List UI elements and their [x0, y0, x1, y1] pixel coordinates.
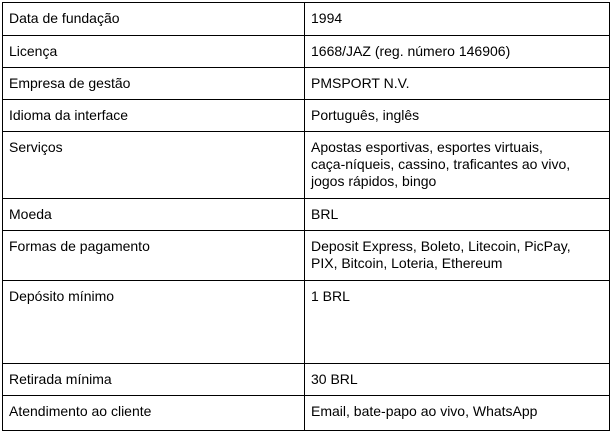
row-label: Empresa de gestão: [3, 68, 305, 100]
table-row: [3, 281, 610, 364]
row-label: Depósito mínimo: [3, 281, 305, 364]
row-value: 1668/JAZ (reg. número 146906): [305, 36, 610, 68]
table-row: [3, 364, 610, 396]
row-value: 1 BRL: [305, 281, 610, 364]
row-value: Email, bate-papo ao vivo, WhatsApp: [305, 396, 610, 431]
row-label: Moeda: [3, 199, 305, 231]
row-value: BRL: [305, 199, 610, 231]
row-label: Serviços: [3, 132, 305, 199]
row-value: Deposit Express, Boleto, Litecoin, PicPay, PIX, Bitcoin, Loteria, Ethereum: [305, 231, 610, 281]
table-row: [3, 100, 610, 132]
table-row: [3, 3, 610, 36]
row-label: Data de fundação: [3, 3, 305, 36]
table-row: [3, 231, 610, 281]
table-row: [3, 68, 610, 100]
row-value: Apostas esportivas, esportes virtuais, caça-níqueis, cassino, traficantes ao vivo, jogos rápidos, bingo: [305, 132, 610, 199]
info-table: [2, 2, 610, 431]
table-row: [3, 132, 610, 199]
table-row: [3, 199, 610, 231]
row-value: Português, inglês: [305, 100, 610, 132]
row-label: Retirada mínima: [3, 364, 305, 396]
row-value: 30 BRL: [305, 364, 610, 396]
table-row: [3, 396, 610, 431]
row-label: Atendimento ao cliente: [3, 396, 305, 431]
row-label: Licença: [3, 36, 305, 68]
row-label: Formas de pagamento: [3, 231, 305, 281]
row-value: PMSPORT N.V.: [305, 68, 610, 100]
table-row: [3, 36, 610, 68]
row-value: 1994: [305, 3, 610, 36]
row-label: Idioma da interface: [3, 100, 305, 132]
